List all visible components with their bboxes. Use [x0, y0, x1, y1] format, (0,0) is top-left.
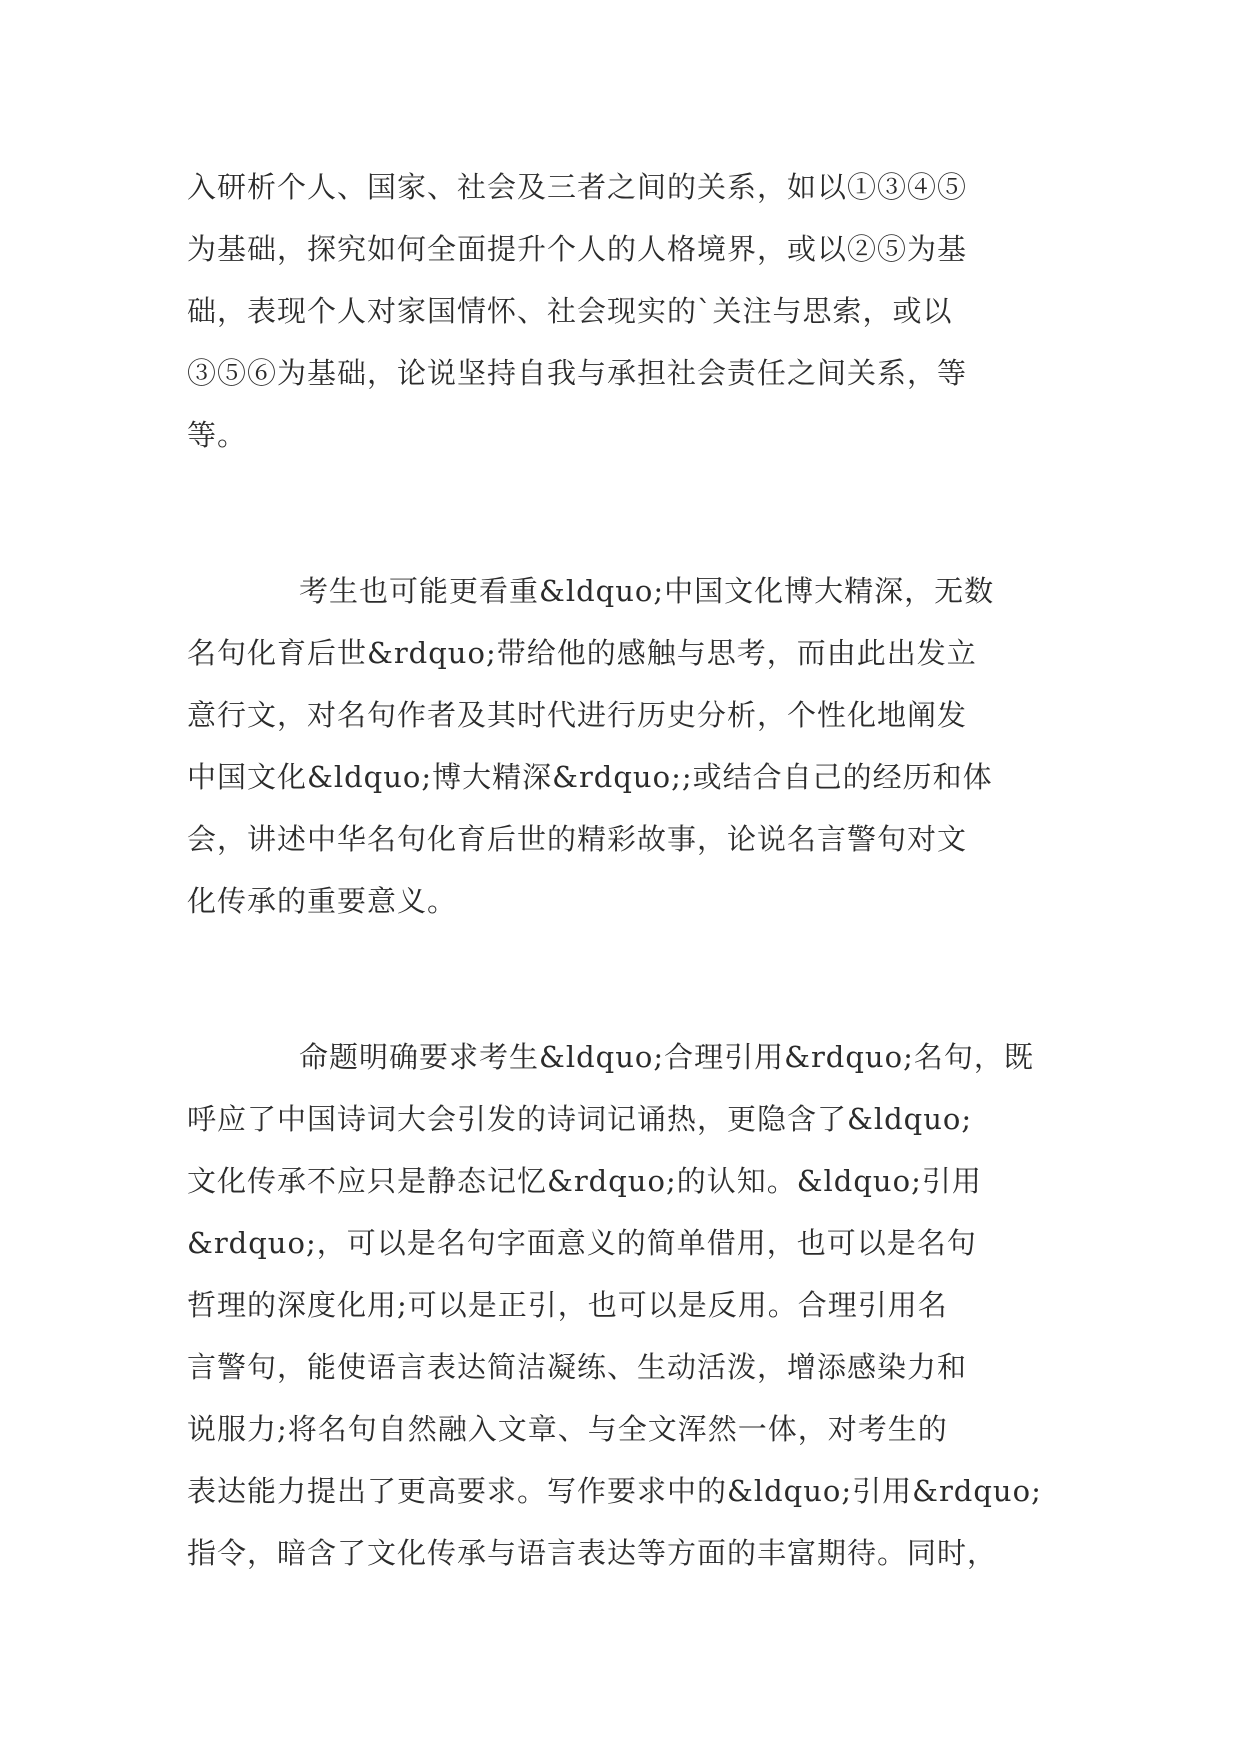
text-line: 意行文，对名句作者及其时代进行历史分析，个性化地阐发: [187, 698, 968, 732]
paragraph-quotation-requirement: [187, 1026, 1057, 1584]
text-line: 名句化育后世&rdquo;带给他的感触与思考，而由此出发立: [187, 636, 977, 670]
text-line: 化传承的重要意义。: [187, 884, 458, 918]
paragraph-chinese-culture: [187, 560, 1057, 932]
text-line: 为基础，探究如何全面提升个人的人格境界，或以②⑤为基: [187, 232, 968, 266]
text-line: 言警句，能使语言表达简洁凝练、生动活泼，增添感染力和: [187, 1350, 968, 1384]
text-line: 表达能力提出了更高要求。写作要求中的&ldquo;引用&rdquo;: [187, 1474, 1042, 1508]
paragraph-relationship-analysis: [187, 156, 1057, 466]
text-line: 中国文化&ldquo;博大精深&rdquo;;或结合自己的经历和体: [187, 760, 993, 794]
text-line: ③⑤⑥为基础，论说坚持自我与承担社会责任之间关系，等: [187, 356, 968, 390]
text-line: 文化传承不应只是静态记忆&rdquo;的认知。&ldquo;引用: [187, 1164, 982, 1198]
text-line: 会，讲述中华名句化育后世的精彩故事，论说名言警句对文: [187, 822, 968, 856]
text-line: 础，表现个人对家国情怀、社会现实的`关注与思索，或以: [187, 294, 953, 328]
text-line: 哲理的深度化用;可以是正引，也可以是反用。合理引用名: [187, 1288, 948, 1322]
text-line: 呼应了中国诗词大会引发的诗词记诵热，更隐含了&ldquo;: [187, 1102, 973, 1136]
text-line: &rdquo;，可以是名句字面意义的简单借用，也可以是名句: [187, 1226, 977, 1260]
text-line: 入研析个人、国家、社会及三者之间的关系，如以①③④⑤: [187, 170, 968, 204]
text-line: 等。: [187, 418, 248, 452]
text-line: 考生也可能更看重&ldquo;中国文化博大精深，无数: [299, 574, 995, 608]
text-line: 说服力;将名句自然融入文章、与全文浑然一体，对考生的: [187, 1412, 948, 1446]
text-line: 命题明确要求考生&ldquo;合理引用&rdquo;名句，既: [299, 1040, 1034, 1074]
text-line: 指令，暗含了文化传承与语言表达等方面的丰富期待。同时，: [187, 1536, 998, 1570]
